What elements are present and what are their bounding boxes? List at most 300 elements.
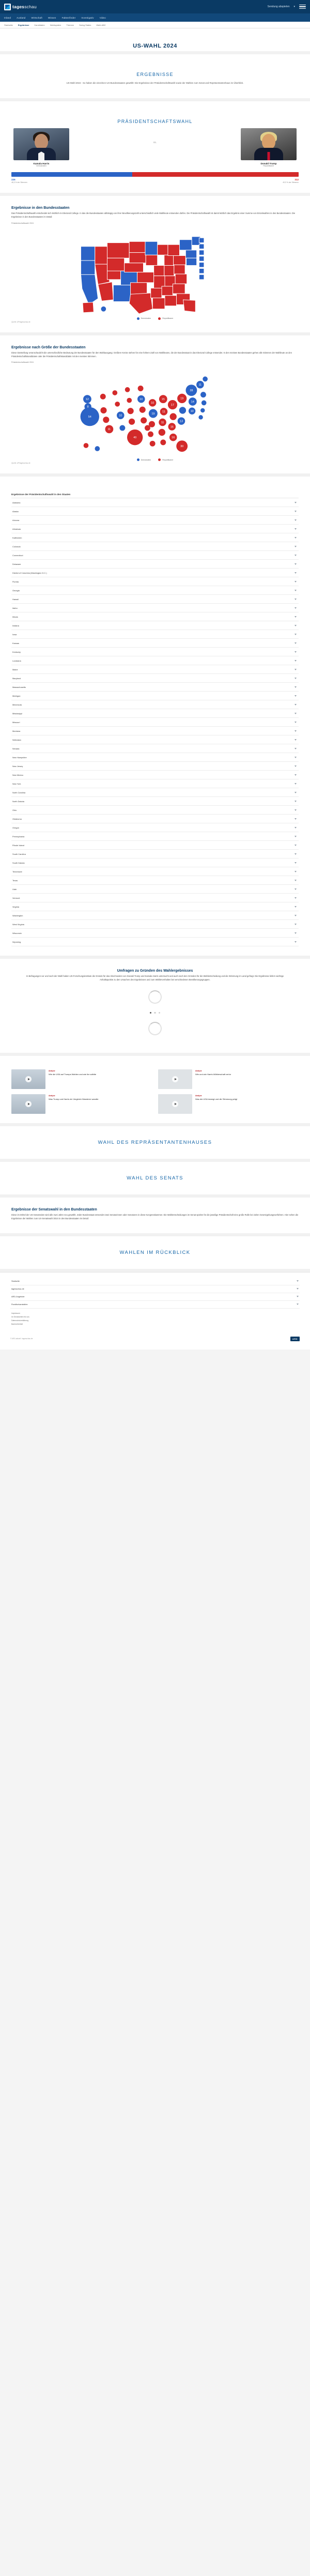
svg-text:11: 11 xyxy=(107,428,111,432)
state-map-block xyxy=(0,199,310,332)
bubble-map-chart-label: Präsidentschaftswahl 2024 xyxy=(11,361,34,364)
state-accordion-label: Louisiana xyxy=(12,659,21,662)
survey-pager[interactable] xyxy=(11,1012,299,1014)
state-accordion-item[interactable] xyxy=(11,911,299,920)
us-map-svg xyxy=(11,227,299,316)
state-accordion-item[interactable] xyxy=(11,656,299,665)
chevron-down-icon[interactable] xyxy=(295,581,297,582)
state-accordion-item[interactable] xyxy=(11,929,299,938)
chevron-down-icon[interactable] xyxy=(295,546,297,547)
state-accordion-label: Michigan xyxy=(12,694,21,697)
chevron-down-icon[interactable] xyxy=(295,818,297,820)
chevron-down-icon[interactable] xyxy=(295,809,297,811)
divider xyxy=(0,332,310,335)
state-accordion-item[interactable] xyxy=(11,621,299,630)
svg-text:30: 30 xyxy=(180,445,184,449)
harris-portrait xyxy=(13,128,69,160)
teaser-grid xyxy=(11,1069,299,1114)
state-accordion-label: Wyoming xyxy=(12,940,21,943)
candidates-row xyxy=(11,128,299,167)
chevron-down-icon[interactable] xyxy=(297,1280,299,1282)
chevron-down-icon[interactable]: ▾ xyxy=(293,5,295,8)
house-band xyxy=(0,1126,310,1159)
state-accordion-label: New Mexico xyxy=(12,773,24,776)
footer-links xyxy=(10,1309,300,1330)
chevron-down-icon[interactable] xyxy=(295,888,297,890)
state-accordion-label: Rhode Island xyxy=(12,844,24,847)
state-accordion-label: Massachusetts xyxy=(12,685,26,688)
state-accordion-item[interactable] xyxy=(11,841,299,850)
chevron-down-icon[interactable] xyxy=(295,502,297,503)
nav-item-faktenfinder[interactable]: Faktenfinder xyxy=(61,16,76,19)
svg-text:10: 10 xyxy=(151,402,154,405)
state-accordion-label: Kalifornien xyxy=(12,536,22,539)
footer-link-impressum[interactable]: Impressum xyxy=(11,1312,20,1314)
state-accordion-item[interactable] xyxy=(11,920,299,929)
state-accordion-item[interactable] xyxy=(11,876,299,885)
state-accordion-label: Montana xyxy=(12,729,21,732)
state-accordion-item[interactable] xyxy=(11,727,299,735)
chevron-down-icon[interactable] xyxy=(295,590,297,591)
bubble-map-legend xyxy=(11,458,299,461)
chevron-down-icon[interactable] xyxy=(295,686,297,688)
footer-item-ard-angebote[interactable] xyxy=(10,1293,300,1301)
ard-logo[interactable] xyxy=(290,1337,300,1341)
footer-link-datenschutz[interactable]: Datenschutzerklärung xyxy=(11,1319,28,1322)
footer-item-startseite[interactable] xyxy=(10,1278,300,1285)
chevron-down-icon[interactable] xyxy=(295,739,297,741)
bubble-map-source-caption: Quelle: AP/tagesschau.de xyxy=(11,462,30,465)
divider xyxy=(0,956,310,959)
main-nav xyxy=(0,13,310,22)
bubble-map-text: Diese Darstellung veranschaulicht die unterschiedliche Bedeutung der Bundesstaaten für den Wahlausgang: Größere Kreise stehen für eine höhere Zahl von Wahlleuten, die der Bundesstaat in das Electoral College entsendet. In den meisten Bundesstaaten gehen alle Stimmen der Wahlleute an den Präsidentschaftskandidaten oder die Präsidentschaftskandidatin mit den meisten Stimmen. xyxy=(11,351,292,358)
svg-text:19: 19 xyxy=(151,412,155,416)
chevron-down-icon[interactable] xyxy=(295,555,297,556)
state-accordion-label: Oklahoma xyxy=(12,817,22,820)
state-map-title: Ergebnisse in den Bundesstaaten xyxy=(11,206,70,210)
state-accordion-label: Virginia xyxy=(12,905,19,908)
video-teasers-block xyxy=(0,1059,310,1123)
state-accordion-item[interactable] xyxy=(11,648,299,656)
state-accordion-item[interactable] xyxy=(11,586,299,595)
video-thumbnail[interactable] xyxy=(11,1094,45,1114)
state-accordion-item[interactable] xyxy=(11,709,299,718)
state-accordion-item[interactable] xyxy=(11,674,299,683)
footer-item-tagesschau[interactable] xyxy=(10,1285,300,1293)
state-accordion-item[interactable] xyxy=(11,771,299,779)
us-bubble-map[interactable] xyxy=(11,366,299,457)
state-accordion-label: Arizona xyxy=(12,518,20,522)
state-map-chart-label: Präsidentschaftswahl 2024 xyxy=(11,222,34,224)
legend-swatch-blue xyxy=(137,458,140,461)
state-accordion-item[interactable] xyxy=(11,718,299,727)
state-accordion-item[interactable] xyxy=(11,850,299,858)
state-accordion-item[interactable] xyxy=(11,894,299,902)
chevron-down-icon[interactable] xyxy=(295,660,297,662)
bubble-map-svg xyxy=(11,366,299,457)
teaser-kicker: Analyse xyxy=(195,1095,202,1097)
svg-text:15: 15 xyxy=(161,398,165,402)
trump-portrait xyxy=(241,128,297,160)
footer-item-label: tagesschau.de xyxy=(11,1287,24,1290)
teaser-item[interactable] xyxy=(158,1069,299,1089)
electoral-bar xyxy=(11,172,299,177)
state-accordion-item[interactable] xyxy=(11,753,299,762)
state-accordion-label: Texas xyxy=(12,879,18,882)
chevron-down-icon[interactable] xyxy=(295,774,297,776)
play-broadcast-label[interactable]: Sendung abspielen xyxy=(267,5,290,8)
us-choropleth-map[interactable] xyxy=(11,227,299,316)
nav-item-wirtschaft[interactable]: Wirtschaft xyxy=(31,16,42,19)
divider xyxy=(0,1053,310,1056)
state-accordion-label: Iowa xyxy=(12,633,17,636)
chevron-down-icon[interactable] xyxy=(295,625,297,626)
senate-states-block xyxy=(0,1201,310,1233)
state-accordion-label: Utah xyxy=(12,887,17,891)
svg-text:11: 11 xyxy=(162,410,165,414)
subnav-item-swing-states[interactable]: Swing States xyxy=(79,23,91,26)
candidate-name: Kamala Harris xyxy=(33,162,50,165)
legend-swatch-red xyxy=(158,458,161,461)
chevron-down-icon[interactable] xyxy=(295,915,297,916)
play-icon[interactable] xyxy=(172,1101,178,1107)
svg-text:10: 10 xyxy=(140,398,143,402)
chevron-down-icon[interactable] xyxy=(295,607,297,609)
state-accordion-label: Vermont xyxy=(12,896,20,899)
chevron-down-icon[interactable] xyxy=(295,801,297,802)
nav-item-inland[interactable]: Inland xyxy=(4,16,11,19)
svg-text:40: 40 xyxy=(133,436,137,440)
chevron-down-icon[interactable] xyxy=(295,572,297,574)
chevron-down-icon[interactable] xyxy=(295,897,297,899)
state-accordion-item[interactable] xyxy=(11,832,299,841)
chevron-down-icon[interactable] xyxy=(295,906,297,908)
chevron-down-icon[interactable] xyxy=(295,853,297,855)
teaser-title[interactable]: Was die USA bewegt und die Stimmung prägt xyxy=(195,1098,238,1101)
chevron-down-icon[interactable] xyxy=(295,642,297,644)
svg-text:11: 11 xyxy=(161,421,164,425)
bubble-map-block xyxy=(0,339,310,474)
tagesschau-logo[interactable] xyxy=(4,4,37,10)
chevron-down-icon[interactable] xyxy=(295,757,297,758)
top-bar-right xyxy=(268,5,306,9)
senate-states-text: Diese im Drittel der US-Senatssitze wird alle zwei Jahre neu gewählt. Jeder Bundesstaat entsendet zwei Senatorinnen oder Senatoren in diese Kongresskammer. Die Wahlentscheidungen im Senat spielen für die jeweilige Präsidentschaft eine große Rolle bei vielen Gesetzgebungsverfahren. Hier sehen die Ergebnisse der Wahlen zum US-Senatswahl 2024 in den Bundesstaaten im Detail: xyxy=(11,1214,299,1220)
retro-band xyxy=(0,1236,310,1269)
state-accordion-item[interactable] xyxy=(11,560,299,569)
state-accordion-item[interactable] xyxy=(11,516,299,525)
senate-band xyxy=(0,1162,310,1194)
ard-logo-label: ARD xyxy=(290,1337,300,1341)
state-accordion-label: Delaware xyxy=(12,562,21,565)
state-accordion-item[interactable] xyxy=(11,762,299,771)
chevron-down-icon[interactable] xyxy=(295,511,297,512)
versus-label xyxy=(69,128,241,146)
legend-label: Republikaner xyxy=(162,317,174,320)
state-accordion-label: District of Columbia (Washington D.C.) xyxy=(12,571,47,574)
state-accordion-item[interactable] xyxy=(11,858,299,867)
teaser-kicker: Analyse xyxy=(49,1070,55,1072)
nav-item-wissen[interactable]: Wissen xyxy=(48,16,56,19)
chevron-down-icon[interactable] xyxy=(297,1288,299,1290)
brand-main: tages xyxy=(12,4,25,9)
state-accordion-item[interactable] xyxy=(11,867,299,876)
divider xyxy=(0,98,310,101)
candidate-party: Republikaner xyxy=(263,165,274,167)
candidate-harris[interactable] xyxy=(13,128,69,167)
electoral-bar-subinfo xyxy=(11,181,299,183)
loading-spinner xyxy=(148,1022,162,1035)
legend-label: Republikaner xyxy=(162,458,174,461)
state-accordion-item[interactable] xyxy=(11,630,299,639)
state-accordion-label: Washington xyxy=(12,914,23,917)
page-title-block xyxy=(0,32,310,51)
state-accordion-label: Minnesota xyxy=(12,703,22,706)
state-accordion-label: Alaska xyxy=(12,510,19,513)
state-accordion-label: Oregon xyxy=(12,826,19,829)
state-accordion-item[interactable] xyxy=(11,692,299,700)
footer xyxy=(0,1272,310,1332)
teaser-item[interactable] xyxy=(11,1069,152,1089)
candidate-name: Donald Trump xyxy=(260,162,277,165)
play-icon[interactable] xyxy=(25,1076,32,1082)
legend-item-democrats xyxy=(137,458,151,461)
chevron-down-icon[interactable] xyxy=(295,924,297,925)
subnav-item-startseite[interactable]: Startseite xyxy=(4,23,13,26)
state-accordion-item[interactable] xyxy=(11,498,299,507)
state-accordion-label: North Dakota xyxy=(12,800,24,803)
survey-block xyxy=(0,962,310,1053)
svg-text:16: 16 xyxy=(172,436,175,440)
page-title: US-WAHL 2024 xyxy=(133,43,177,49)
teaser-title[interactable]: Wie und wie Harris Wählerschaft verlor xyxy=(195,1073,231,1076)
chevron-down-icon[interactable] xyxy=(295,845,297,846)
chevron-down-icon[interactable] xyxy=(295,880,297,881)
divider xyxy=(0,193,310,196)
subnav-item-wahl-abc[interactable]: Wahl-ABC xyxy=(96,23,106,26)
svg-text:12: 12 xyxy=(85,398,89,402)
chevron-down-icon[interactable] xyxy=(295,528,297,530)
state-accordion-label: Pennsylvania xyxy=(12,835,25,838)
svg-text:10: 10 xyxy=(119,414,122,418)
state-accordion-item[interactable] xyxy=(11,542,299,551)
play-icon[interactable] xyxy=(25,1101,32,1107)
electoral-bar-republicans xyxy=(132,172,299,177)
sub-nav xyxy=(0,22,310,28)
state-accordion-label: Kentucky xyxy=(12,650,21,653)
candidate-party: Demokraten xyxy=(36,165,47,167)
senate-states-title: Ergebnisse der Senatswahl in den Bundesstaaten xyxy=(11,1208,97,1212)
legend-swatch-blue xyxy=(137,317,140,320)
teaser-title[interactable]: Was Trump und Harris ein Vergleich Wanderer wandte xyxy=(49,1098,99,1101)
legend-item-republicans xyxy=(158,458,173,461)
divider xyxy=(0,51,310,54)
subnav-item-themen[interactable]: Themen xyxy=(66,23,74,26)
brand-thin: schau xyxy=(24,4,37,9)
state-accordion-item[interactable] xyxy=(11,902,299,911)
electors-harris: 226 xyxy=(11,178,16,181)
state-accordion-item[interactable] xyxy=(11,551,299,560)
hamburger-icon[interactable] xyxy=(299,5,306,9)
state-accordion-item[interactable] xyxy=(11,665,299,674)
chevron-down-icon[interactable] xyxy=(295,871,297,872)
chevron-down-icon[interactable] xyxy=(297,1296,299,1297)
results-intro-text: US-Wahl 2024 - So haben die einzelnen US-Bundesstaaten gewählt: Die Ergebnisse der Präsidentschaftswahl sowie der Wahlen zum Senat und Repräsentantenhaus im Überblick. xyxy=(66,82,244,84)
chevron-down-icon[interactable] xyxy=(295,669,297,670)
footer-link-sendezeiten[interactable]: Im Sendezeiten für uns xyxy=(11,1315,29,1318)
chevron-down-icon[interactable] xyxy=(295,932,297,934)
state-accordion-label: Georgia xyxy=(12,589,20,592)
chevron-down-icon[interactable] xyxy=(295,599,297,600)
play-icon[interactable] xyxy=(172,1076,178,1082)
chevron-down-icon[interactable] xyxy=(295,783,297,785)
map-legend xyxy=(11,317,299,320)
map-source-caption: Quelle: AP/tagesschau.de xyxy=(11,320,30,323)
legend-label: Demokraten xyxy=(141,317,151,320)
footer-item-rundfunkanstalten[interactable] xyxy=(10,1301,300,1309)
chevron-down-icon[interactable] xyxy=(295,827,297,829)
video-thumbnail[interactable] xyxy=(158,1094,192,1114)
state-accordion-label: Kansas xyxy=(12,641,19,645)
teaser-title[interactable]: Wie die USA auf Trumps Wahlen und wie ihn wählte xyxy=(49,1073,97,1076)
state-accordion-label: Missouri xyxy=(12,720,20,724)
subnav-item-kandidaten[interactable]: Kandidaten xyxy=(34,23,45,26)
state-accordion-label: Idaho xyxy=(12,606,18,609)
divider xyxy=(0,473,310,477)
chevron-down-icon[interactable] xyxy=(295,678,297,679)
chevron-down-icon[interactable] xyxy=(295,704,297,706)
divider xyxy=(0,1194,310,1198)
states-accordion-list xyxy=(11,498,299,946)
footer-bottom xyxy=(0,1332,310,1350)
subnav-item-wahlsystem[interactable]: Wahlsystem xyxy=(50,23,61,26)
chevron-down-icon[interactable] xyxy=(295,634,297,635)
state-accordion-item[interactable] xyxy=(11,639,299,648)
state-accordion-label: Wisconsin xyxy=(12,931,22,934)
chevron-down-icon[interactable] xyxy=(297,1304,299,1305)
footer-item-label: Rundfunkanstalten xyxy=(11,1303,28,1306)
subnav-item-ergebnisse[interactable]: Ergebnisse xyxy=(18,23,29,26)
state-accordion-item[interactable] xyxy=(11,533,299,542)
footer-link-barrierefreiheit[interactable]: Barrierefreiheit xyxy=(11,1323,23,1325)
chevron-down-icon[interactable] xyxy=(295,563,297,565)
state-accordion-item[interactable] xyxy=(11,938,299,946)
state-accordion-item[interactable] xyxy=(11,885,299,894)
chevron-down-icon[interactable] xyxy=(295,713,297,714)
svg-text:8: 8 xyxy=(87,405,89,409)
legend-swatch-red xyxy=(158,317,161,320)
pager-dot[interactable] xyxy=(159,1012,161,1014)
svg-text:14: 14 xyxy=(191,401,194,404)
teaser-kicker: Analyse xyxy=(195,1070,202,1072)
legend-item-republicans xyxy=(158,317,173,320)
state-accordion-item[interactable] xyxy=(11,700,299,709)
chevron-down-icon[interactable] xyxy=(295,836,297,837)
svg-text:13: 13 xyxy=(179,420,183,423)
teaser-kicker: Analyse xyxy=(49,1095,55,1097)
state-accordion-label: Florida xyxy=(12,580,19,583)
state-accordion-label: Illinois xyxy=(12,615,18,618)
svg-text:17: 17 xyxy=(171,404,175,407)
state-accordion-label: Connecticut xyxy=(12,554,23,557)
state-accordion-label: Nevada xyxy=(12,747,20,750)
video-thumbnail[interactable] xyxy=(11,1069,45,1089)
state-accordion-item[interactable] xyxy=(11,507,299,516)
state-accordion-label: South Carolina xyxy=(12,852,26,855)
video-thumbnail[interactable] xyxy=(158,1069,192,1089)
svg-text:28: 28 xyxy=(190,389,193,393)
candidate-trump[interactable] xyxy=(241,128,297,167)
survey-text: In Befragungen vor und nach der Wahl haben US-Forschungsinstitute die Gründe für das Abschneiden von Donald Trump und Kamala Harris untersucht und auch nach den Gründen für die Wahlentscheidung und die Stimmung im Land gefragt. Die Ergebnisse liefern wichtige Anhaltspunkte zu den Ursachen des Ergebnisses und zum Wählerverhalten bei verschiedenen Bevölkerungsgruppen. xyxy=(26,975,284,982)
state-accordion-label: Hawaii xyxy=(12,597,19,601)
state-accordion-label: West Virginia xyxy=(12,923,24,926)
chevron-down-icon[interactable] xyxy=(295,765,297,767)
pager-dot[interactable] xyxy=(154,1012,156,1014)
state-accordion-label: Indiana xyxy=(12,624,19,627)
state-accordion-item[interactable] xyxy=(11,569,299,577)
chevron-down-icon[interactable] xyxy=(295,941,297,943)
vs-text: vs. xyxy=(153,141,157,145)
chevron-down-icon[interactable] xyxy=(295,722,297,723)
state-accordion-item[interactable] xyxy=(11,604,299,612)
state-accordion-item[interactable] xyxy=(11,612,299,621)
chevron-down-icon[interactable] xyxy=(295,519,297,521)
state-accordion-label: New York xyxy=(12,782,21,785)
state-accordion-item[interactable] xyxy=(11,779,299,788)
bubble-map-title: Ergebnisse nach Größe der Bundesstaaten xyxy=(11,345,86,349)
state-accordion-label: Arkansas xyxy=(12,527,21,530)
state-accordion-label: Nebraska xyxy=(12,738,21,741)
survey-title: Umfragen zu Gründen des Wahlergebnisses xyxy=(117,969,193,973)
state-accordion-item[interactable] xyxy=(11,797,299,806)
retro-band-title: WAHLEN IM RÜCKBLICK xyxy=(119,1249,191,1255)
chevron-down-icon[interactable] xyxy=(295,862,297,864)
chevron-down-icon[interactable] xyxy=(295,792,297,793)
pager-dot[interactable] xyxy=(150,1012,152,1014)
chevron-down-icon[interactable] xyxy=(295,730,297,732)
state-accordion-item[interactable] xyxy=(11,788,299,797)
state-accordion-item[interactable] xyxy=(11,815,299,823)
teaser-item[interactable] xyxy=(11,1094,152,1114)
chevron-down-icon[interactable] xyxy=(295,748,297,749)
state-accordion-item[interactable] xyxy=(11,683,299,692)
state-accordion-label: New Jersey xyxy=(12,764,23,768)
chevron-down-icon[interactable] xyxy=(295,537,297,539)
chevron-down-icon[interactable] xyxy=(295,651,297,653)
chevron-down-icon[interactable] xyxy=(295,616,297,618)
votes-share-trump: 49,9 % der Stimmen xyxy=(283,181,299,184)
state-accordion-label: Tennessee xyxy=(12,870,22,873)
state-accordion-item[interactable] xyxy=(11,525,299,533)
state-accordion-item[interactable] xyxy=(11,735,299,744)
teaser-item[interactable] xyxy=(158,1094,299,1114)
chevron-down-icon[interactable] xyxy=(295,695,297,697)
state-accordion-item[interactable] xyxy=(11,823,299,832)
nav-item-ausland[interactable]: Ausland xyxy=(17,16,26,19)
state-accordion-label: Colorado xyxy=(12,545,21,548)
nav-item-investigativ[interactable]: Investigativ xyxy=(81,16,94,19)
results-heading: ERGEBNISSE xyxy=(136,72,174,77)
state-accordion-item[interactable] xyxy=(11,595,299,604)
svg-text:16: 16 xyxy=(170,425,174,429)
svg-text:54: 54 xyxy=(88,416,91,419)
presidential-heading: PRÄSIDENTSCHAFTSWAHL xyxy=(117,119,193,125)
state-accordion-label: Mississippi xyxy=(12,712,22,715)
state-accordion-item[interactable] xyxy=(11,744,299,753)
nav-item-video[interactable]: Video xyxy=(99,16,106,19)
electoral-bar-democrats xyxy=(11,172,132,177)
state-accordion-item[interactable] xyxy=(11,806,299,815)
state-accordion-item[interactable] xyxy=(11,577,299,586)
